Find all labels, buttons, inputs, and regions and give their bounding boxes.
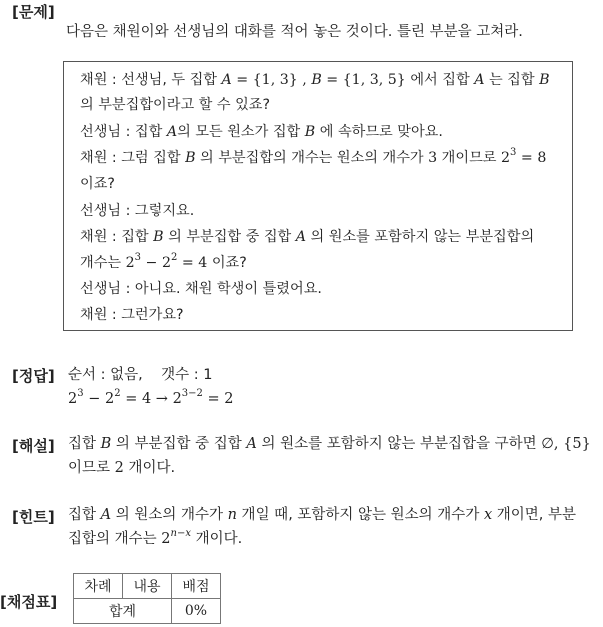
table-row — [74, 574, 221, 599]
scoring-label: [채점표] — [0, 593, 58, 611]
power-base: 2 — [161, 255, 171, 271]
set-equation: = {1, 3, 5} — [321, 72, 411, 88]
set-list: ∅, {5} — [541, 436, 591, 452]
power-exponent: 3 — [134, 252, 142, 264]
power-base: 2 — [68, 391, 78, 407]
speaker: 선생님 : — [80, 281, 135, 297]
dialogue-text: 집합 — [134, 124, 167, 140]
total-label: 합계 — [74, 599, 172, 624]
minus-sign: − — [141, 255, 162, 271]
dialogue-text: 개수는 — [80, 255, 126, 271]
explanation-text: 의 부분집합 중 집합 — [111, 436, 247, 452]
variable: x — [483, 507, 493, 523]
total-value: 0% — [172, 599, 221, 624]
math-equation: = 8 — [516, 150, 547, 166]
header-order: 차례 — [74, 574, 123, 599]
dialogue-line-4 — [80, 147, 546, 167]
dialogue-text: 그럼 집합 — [121, 150, 186, 166]
dialogue-text: 그렇지요. — [134, 203, 195, 219]
dialogue-line-5: 이죠? — [80, 176, 115, 192]
dialogue-text: 집합 — [121, 229, 154, 245]
power-exponent: 3 — [77, 388, 84, 400]
explanation-text: 의 원소를 포함하지 않는 부분집합을 구하면 — [256, 436, 542, 452]
math-equation: = 4 → — [120, 391, 173, 407]
set-symbol: B — [100, 436, 112, 452]
explanation-line-1 — [68, 434, 591, 454]
power-exponent: 2 — [171, 252, 178, 264]
dialogue-text: 선생님, 두 집합 — [121, 72, 222, 88]
speaker: 채원 : — [80, 229, 122, 245]
speaker: 선생님 : — [80, 124, 135, 140]
answer-line-1: 순서 : 없음, 갯수 : 1 — [68, 367, 213, 383]
speaker: 채원 : — [80, 72, 122, 88]
answer-label: [정답] — [12, 367, 55, 385]
scoring-table — [73, 573, 221, 624]
set-symbol: A — [221, 72, 232, 88]
power-exponent: 3−2 — [181, 388, 203, 400]
set-symbol: A — [474, 72, 485, 88]
problem-instruction: 다음은 채원이와 선생님의 대화를 적어 놓은 것이다. 틀린 부분을 고쳐라. — [66, 24, 523, 40]
math-equation: = 4 — [177, 255, 212, 271]
hint-label: [힌트] — [12, 508, 55, 526]
hint-text: 개이다. — [190, 531, 243, 547]
dialogue-text: 그런가요? — [121, 307, 184, 323]
dialogue-text: 의 원소를 포함하지 않는 부분집합의 — [306, 229, 535, 245]
header-content: 내용 — [123, 574, 172, 599]
dialogue-text: 이죠? — [211, 255, 247, 271]
hint-line-1 — [68, 505, 576, 525]
hint-text: 집합 — [68, 507, 101, 523]
power-base: 2 — [104, 391, 115, 407]
hint-text: 개이면, 부분 — [492, 507, 576, 523]
table-row — [74, 599, 221, 624]
problem-label: [문제] — [12, 3, 55, 21]
minus-sign: − — [83, 391, 105, 407]
power-exponent: 2 — [114, 388, 121, 400]
explanation-line-2 — [68, 458, 175, 478]
dialogue-text: 의 모든 원소가 집합 — [177, 124, 305, 140]
dialogue-text: 에 속하므로 맞아요. — [315, 124, 443, 140]
math-equation: = 2 — [202, 391, 234, 407]
explanation-text: 집합 — [68, 436, 101, 452]
power-base: 2 — [501, 150, 511, 166]
hint-text: 의 원소의 개수가 — [111, 507, 228, 523]
power-exponent: 3 — [510, 147, 517, 159]
speaker: 선생님 : — [80, 203, 135, 219]
dialogue-line-1 — [80, 69, 550, 89]
dialogue-text: 의 부분집합의 개수는 원소의 개수가 — [195, 150, 429, 166]
power-base: 2 — [161, 531, 171, 547]
answer-line-2 — [68, 389, 234, 409]
dialogue-text: 는 집합 — [484, 72, 540, 88]
dialogue-line-2: 의 부분집합이라고 할 수 있죠? — [80, 97, 271, 113]
set-symbol: B — [539, 72, 550, 88]
set-equation: = {1, 3} , — [231, 72, 312, 88]
hint-text: 집합의 개수는 — [68, 531, 162, 547]
set-symbol: A — [246, 436, 257, 452]
set-symbol: A — [166, 124, 178, 140]
dialogue-line-10 — [80, 304, 184, 324]
set-symbol: B — [311, 72, 322, 88]
set-symbol: B — [304, 124, 316, 140]
speaker: 채원 : — [80, 307, 122, 323]
speaker: 채원 : — [80, 150, 122, 166]
dialogue-text: 아니요. 채원 학생이 틀렸어요. — [134, 281, 322, 297]
set-symbol: B — [153, 229, 164, 245]
dialogue-line-6 — [80, 200, 194, 220]
dialogue-box — [63, 61, 573, 331]
hint-line-2 — [68, 529, 242, 549]
math-number: 3 — [428, 150, 438, 166]
dialogue-line-3 — [80, 121, 443, 141]
dialogue-text: 개이므로 — [437, 150, 502, 166]
math-number: 2 — [114, 460, 124, 476]
power-exponent: n−x — [170, 528, 191, 540]
set-symbol: A — [295, 229, 307, 245]
hint-text: 개일 때, 포함하지 않는 원소의 개수가 — [236, 507, 484, 523]
dialogue-line-7 — [80, 226, 534, 246]
dialogue-line-9 — [80, 278, 322, 298]
explanation-text: 개이다. — [123, 460, 176, 476]
explanation-label: [해설] — [12, 437, 55, 455]
variable: n — [227, 507, 237, 523]
power-base: 2 — [172, 391, 182, 407]
dialogue-text: 의 부분집합 중 집합 — [163, 229, 296, 245]
set-symbol: A — [100, 507, 112, 523]
header-points: 배점 — [172, 574, 221, 599]
power-base: 2 — [125, 255, 135, 271]
dialogue-line-8 — [80, 252, 247, 272]
dialogue-text: 에서 집합 — [410, 72, 475, 88]
explanation-text: 이므로 — [68, 460, 115, 476]
set-symbol: B — [185, 150, 196, 166]
